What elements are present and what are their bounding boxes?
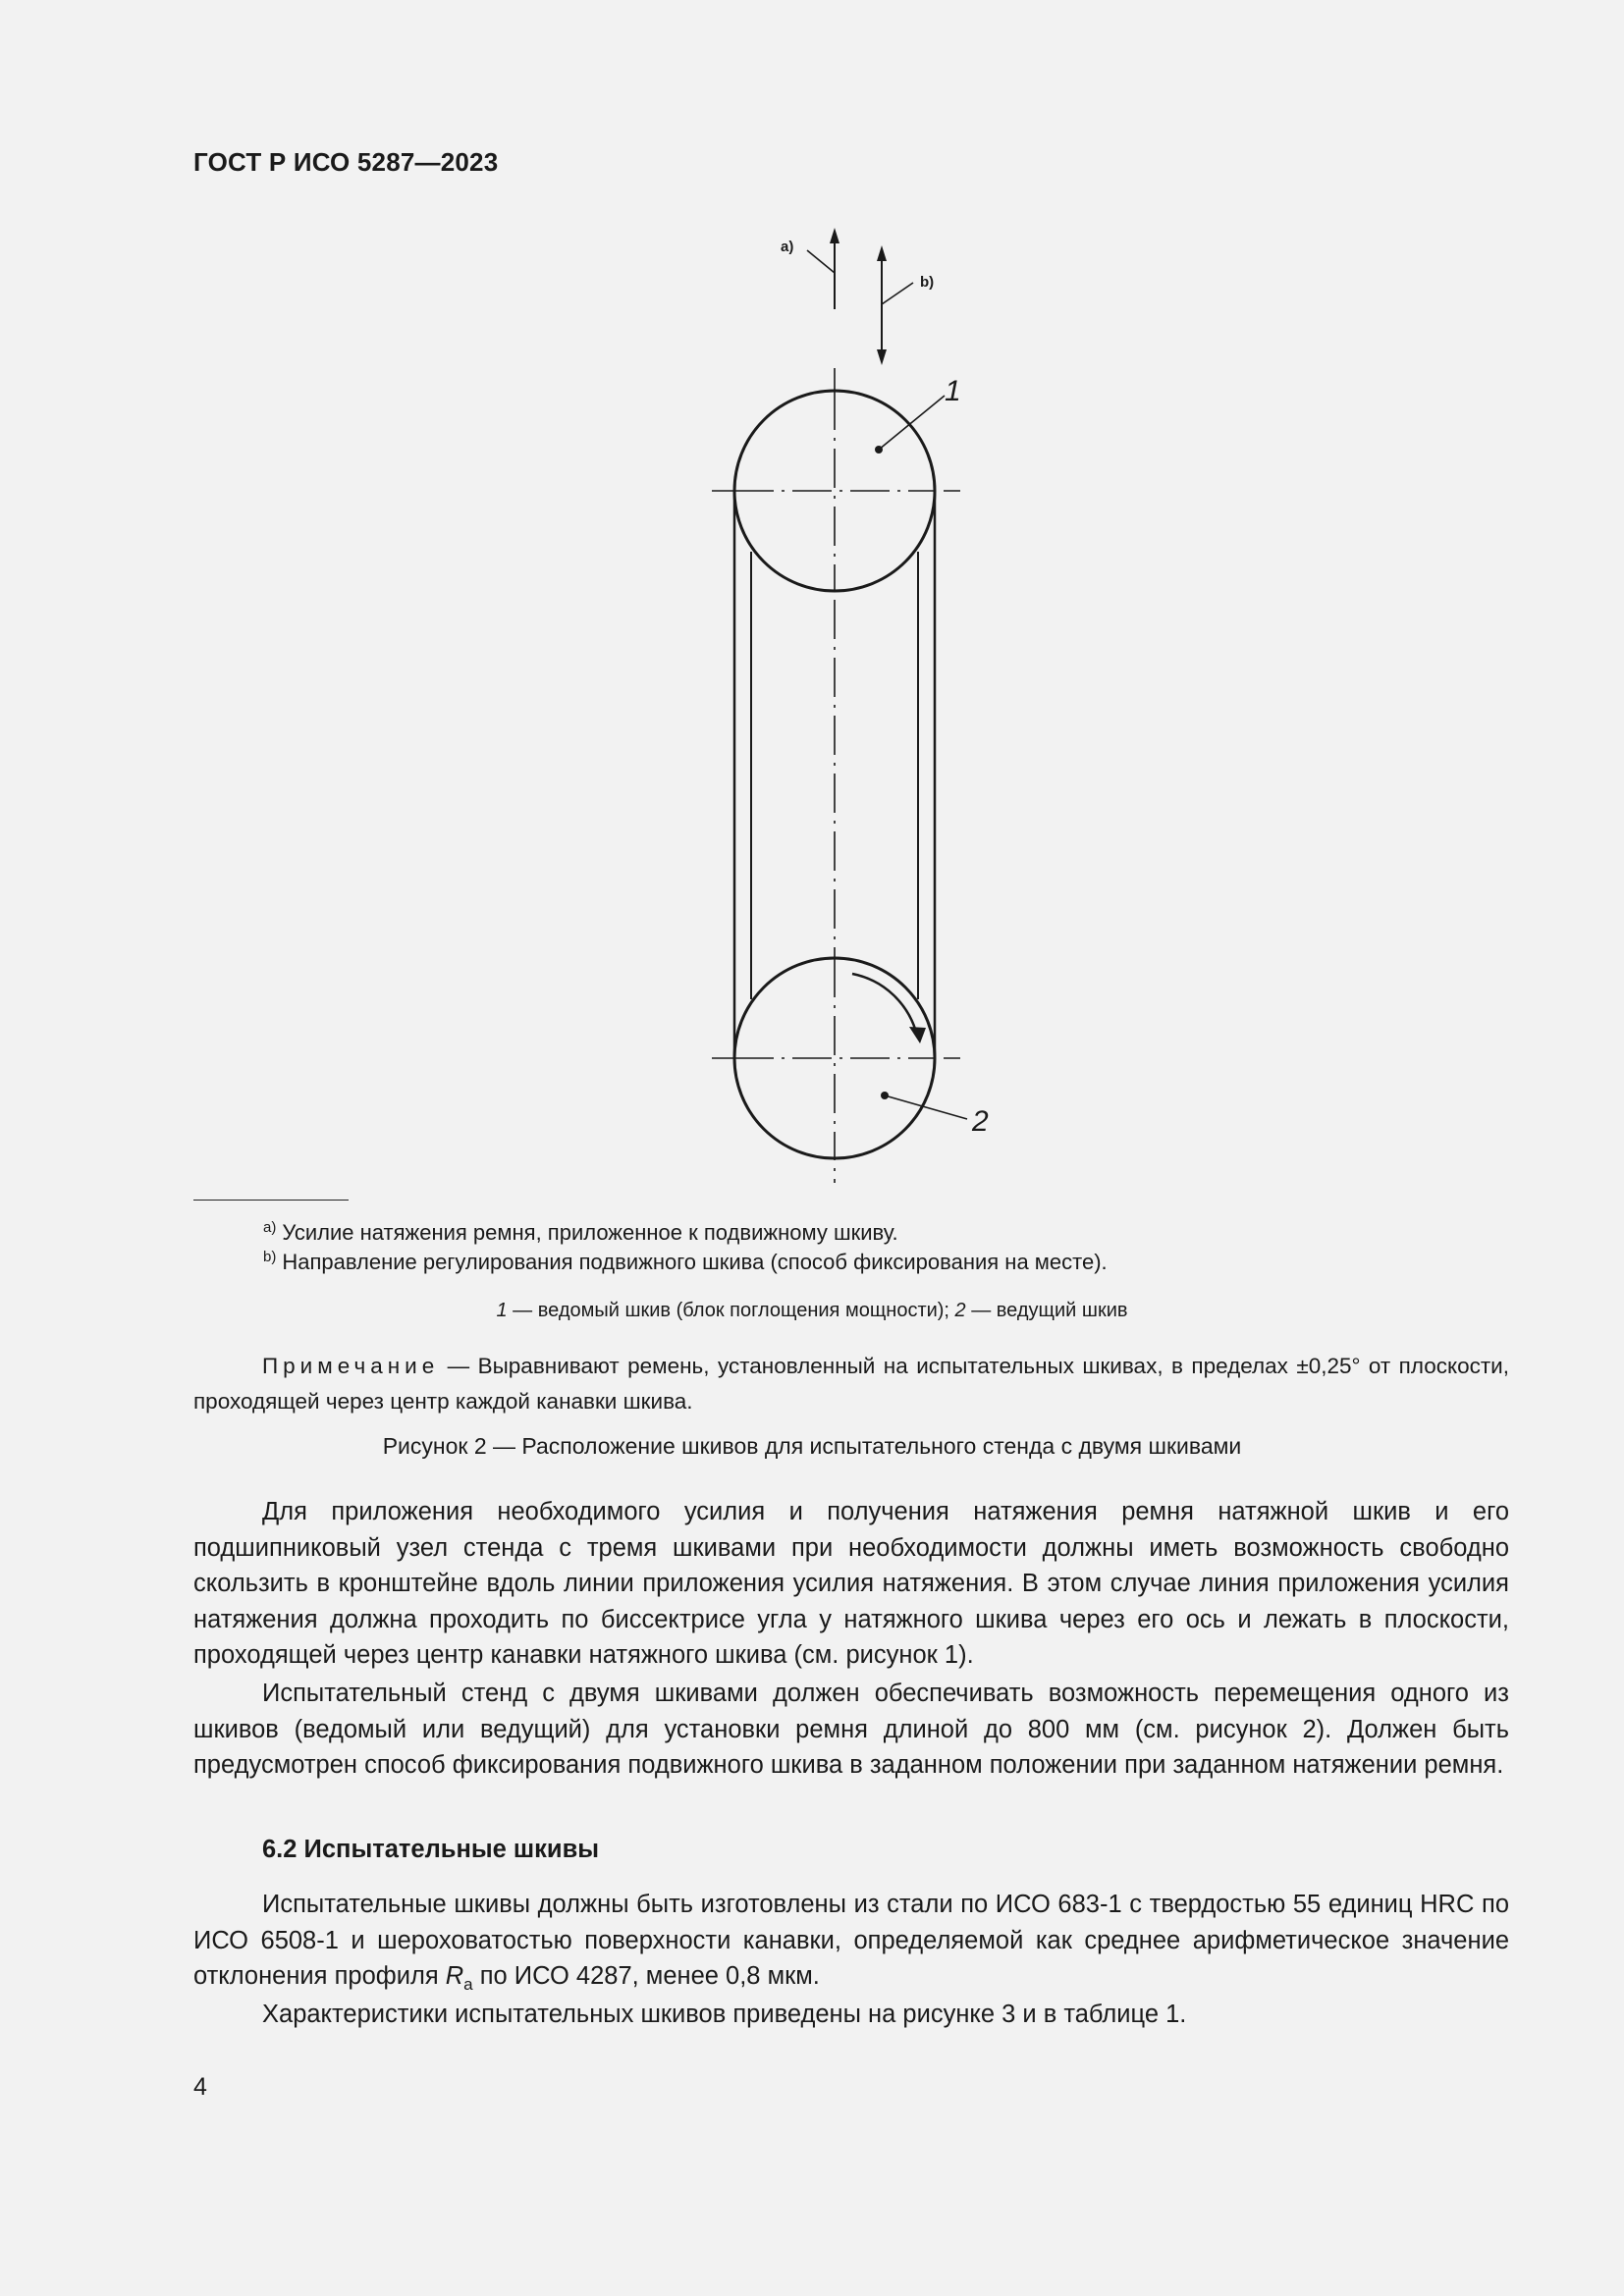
footnote-divider [193,1200,349,1201]
footnote-text: Усилие натяжения ремня, приложенное к подвижному шкиву. [282,1220,898,1245]
footnote-b [263,1249,1108,1279]
note-label: Примечание [262,1354,440,1378]
paragraph-3: Испытательные шкивы должны быть изготовлены из стали по ИСО 683-1 с твердостью 55 единиц HRC по ИСО 6508-1 и шероховатостью поверхности канавки, определяемой как среднее арифметическое значение отклонения профиля $R_a$ по ИСО 4287, менее 0,8 мкм. [193,1891,1509,1995]
footnote-mark: b) [263,1249,277,1265]
paragraph-1: Для приложения необходимого усилия и получения натяжения ремня натяжной шкив и его подшипниковый узел стенда с тремя шкивами при необходимости должны иметь возможность свободно скользить в кронштейне вдоль линии приложения усилия натяжения. В этом случае линия приложения усилия натяжения должна проходить по биссектрисе угла у натяжного шкива через его ось и лежать в плоскости, проходящей через центр канавки натяжного шкива (см. рисунок 1). [193,1498,1509,1669]
arrow-a-leader [807,250,835,273]
document-header: ГОСТ Р ИСО 5287—2023 [193,147,499,177]
footnote-mark: a) [263,1219,277,1236]
callout-1-label: 1 [945,375,961,407]
paragraph-2: Испытательный стенд с двумя шкивами должен обеспечивать возможность перемещения одного из шкивов (ведомый или ведущий) для установки ремня длиной до 800 мм (см. рисунок 2). Должен быть предусмотрен способ фиксирования подвижного шкива в заданном положении при заданном натяжении ремня. [193,1680,1509,1779]
arrow-b-leader [882,283,913,304]
footnote-a [263,1219,898,1250]
arrow-b-head-down [877,349,887,365]
label-b: b) [920,274,935,291]
figure-note [193,1349,1509,1419]
section-heading: 6.2 Испытательные шкивы [262,1836,600,1863]
figure-caption: Рисунок 2 — Расположение шкивов для испытательного стенда с двумя шкивами [382,1433,1242,1459]
arrow-a-head [830,228,839,243]
figure-legend: 1 — ведомый шкив (блок поглощения мощности); 2 — ведущий шкив [496,1300,1128,1321]
paragraph-4: Характеристики испытательных шкивов приведены на рисунке 3 и в таблице 1. [262,2001,1187,2028]
label-a: a) [781,239,794,255]
note-text: — Выравнивают ремень, установленный на испытательных шкивах, в пределах ±0,25° от плоскости, проходящей через центр каждой канавки шкива. [193,1354,1509,1414]
arrow-b-head-up [877,245,887,261]
page-number: 4 [193,2073,207,2101]
footnote-text: Направление регулирования подвижного шкива (способ фиксирования на месте). [282,1250,1108,1274]
callout-2-label: 2 [972,1105,989,1138]
